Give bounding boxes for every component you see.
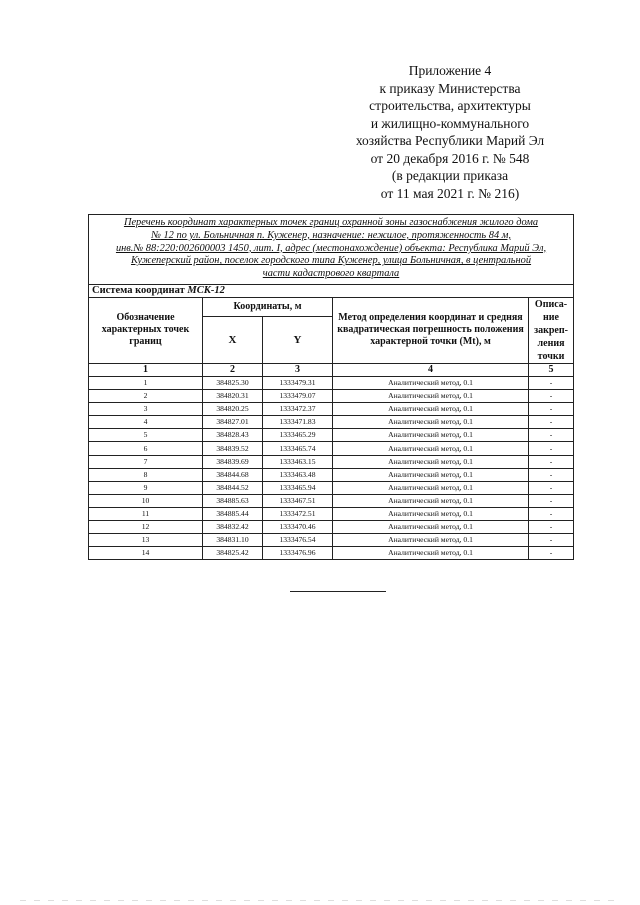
point-number: 4 — [89, 416, 203, 429]
table-row — [89, 481, 574, 494]
point-number: 7 — [89, 455, 203, 468]
method-cell: Аналитический метод, 0.1 — [333, 455, 529, 468]
method-cell: Аналитический метод, 0.1 — [333, 468, 529, 481]
appendix-line: от 20 декабря 2016 г. № 548 — [370, 150, 530, 166]
point-number: 13 — [89, 534, 203, 547]
point-number: 14 — [89, 547, 203, 560]
point-number: 9 — [89, 481, 203, 494]
caption-line: инв.№ 88:220:002600003 1450, лит. I, адрес (местонахождение) объекта: Республика Марий Эл, — [115, 242, 547, 254]
coord-x: 384820.31 — [203, 390, 263, 403]
point-number: 2 — [89, 390, 203, 403]
fixing-cell: - — [529, 442, 574, 455]
table-row — [89, 455, 574, 468]
header-coordinates: Координаты, м — [203, 297, 333, 316]
fixing-cell: - — [529, 507, 574, 520]
point-number: 6 — [89, 442, 203, 455]
table-row — [89, 468, 574, 481]
coord-y: 1333476.96 — [263, 547, 333, 560]
method-cell: Аналитический метод, 0.1 — [333, 507, 529, 520]
point-number: 11 — [89, 507, 203, 520]
caption-line: Перечень координат характерных точек границ охранной зоны газоснабжения жилого дома — [123, 217, 539, 228]
coordinates-table — [88, 214, 574, 560]
coord-x: 384885.44 — [203, 507, 263, 520]
coord-y: 1333463.48 — [263, 468, 333, 481]
caption-line: части кадастрового квартала — [262, 268, 400, 280]
table-row — [89, 534, 574, 547]
column-number: 1 — [89, 363, 203, 376]
column-number: 2 — [203, 363, 263, 376]
appendix-header — [330, 62, 570, 202]
table-row — [89, 442, 574, 455]
method-cell: Аналитический метод, 0.1 — [333, 494, 529, 507]
fixing-cell: - — [529, 416, 574, 429]
coord-x: 384825.42 — [203, 547, 263, 560]
table-row — [89, 390, 574, 403]
table-row — [89, 429, 574, 442]
coord-y: 1333470.46 — [263, 521, 333, 534]
coord-y: 1333465.94 — [263, 481, 333, 494]
point-number: 3 — [89, 403, 203, 416]
coord-x: 384839.52 — [203, 442, 263, 455]
coord-y: 1333465.29 — [263, 429, 333, 442]
coord-x: 384831.10 — [203, 534, 263, 547]
column-number-row — [89, 363, 574, 376]
coord-y: 1333479.07 — [263, 390, 333, 403]
method-cell: Аналитический метод, 0.1 — [333, 376, 529, 389]
appendix-line: к приказу Министерства — [379, 80, 521, 96]
column-number: 5 — [529, 363, 574, 376]
table-row — [89, 547, 574, 560]
caption-line: Кужenерский район, поселок городского типа Куженер, улица Больничная, в центральной — [130, 255, 532, 267]
coord-x: 384839.69 — [203, 455, 263, 468]
method-cell: Аналитический метод, 0.1 — [333, 521, 529, 534]
table-row — [89, 507, 574, 520]
coord-y: 1333476.54 — [263, 534, 333, 547]
system-label: Система координат — [92, 285, 185, 297]
system-name: МСК-12 — [187, 285, 225, 297]
header-designation: Обозначение характерных точек границ — [89, 297, 203, 363]
fixing-cell: - — [529, 521, 574, 534]
fixing-cell: - — [529, 390, 574, 403]
table-row — [89, 403, 574, 416]
coord-x: 384844.52 — [203, 481, 263, 494]
fixing-cell: - — [529, 455, 574, 468]
method-cell: Аналитический метод, 0.1 — [333, 481, 529, 494]
header-fixing: Описа-ние закреп-ления точки — [529, 297, 574, 363]
coord-x: 384820.25 — [203, 403, 263, 416]
point-number: 5 — [89, 429, 203, 442]
coord-x: 384885.63 — [203, 494, 263, 507]
fixing-cell: - — [529, 481, 574, 494]
appendix-line: (в редакции приказа — [391, 168, 509, 183]
method-cell: Аналитический метод, 0.1 — [333, 403, 529, 416]
method-cell: Аналитический метод, 0.1 — [333, 534, 529, 547]
point-number: 12 — [89, 521, 203, 534]
method-cell: Аналитический метод, 0.1 — [333, 416, 529, 429]
coord-y: 1333472.51 — [263, 507, 333, 520]
column-number: 3 — [263, 363, 333, 376]
method-cell: Аналитический метод, 0.1 — [333, 442, 529, 455]
coord-y: 1333479.31 — [263, 376, 333, 389]
point-number: 8 — [89, 468, 203, 481]
method-cell: Аналитический метод, 0.1 — [333, 390, 529, 403]
fixing-cell: - — [529, 403, 574, 416]
coord-y: 1333467.51 — [263, 494, 333, 507]
fixing-cell: - — [529, 547, 574, 560]
header-x: X — [203, 317, 263, 364]
table-row — [89, 494, 574, 507]
appendix-line: и жилищно-коммунального — [370, 115, 530, 131]
coord-y: 1333463.15 — [263, 455, 333, 468]
table-row — [89, 416, 574, 429]
header-y: Y — [263, 317, 333, 364]
coord-x: 384827.01 — [203, 416, 263, 429]
coord-y: 1333472.37 — [263, 403, 333, 416]
method-cell: Аналитический метод, 0.1 — [333, 429, 529, 442]
appendix-line: от 11 мая 2021 г. № 216) — [380, 185, 520, 201]
coord-y: 1333471.83 — [263, 416, 333, 429]
fixing-cell: - — [529, 429, 574, 442]
coordinate-system — [89, 284, 574, 297]
coord-x: 384832.42 — [203, 521, 263, 534]
header-method: Метод определения координат и средняя квадратическая погрешность положения характерной точки (Mt), м — [333, 297, 529, 363]
column-number: 4 — [333, 363, 529, 376]
point-number: 1 — [89, 376, 203, 389]
coord-y: 1333465.74 — [263, 442, 333, 455]
point-number: 10 — [89, 494, 203, 507]
caption-line: № 12 по ул. Больничная п. Куженер, назначение: нежилое, протяженность 84 м, — [151, 229, 511, 241]
table-row — [89, 376, 574, 389]
fixing-cell: - — [529, 534, 574, 547]
appendix-line: Приложение 4 — [408, 63, 492, 78]
coord-x: 384844.68 — [203, 468, 263, 481]
table-row — [89, 521, 574, 534]
method-cell: Аналитический метод, 0.1 — [333, 547, 529, 560]
fixing-cell: - — [529, 376, 574, 389]
scan-artifact — [20, 900, 620, 901]
appendix-line: хозяйства Республики Марий Эл — [355, 133, 545, 148]
coord-x: 384828.43 — [203, 429, 263, 442]
appendix-line: строительства, архитектуры — [369, 98, 531, 113]
coord-x: 384825.30 — [203, 376, 263, 389]
fixing-cell: - — [529, 468, 574, 481]
table-caption — [89, 215, 574, 285]
closing-rule — [290, 591, 386, 592]
fixing-cell: - — [529, 494, 574, 507]
